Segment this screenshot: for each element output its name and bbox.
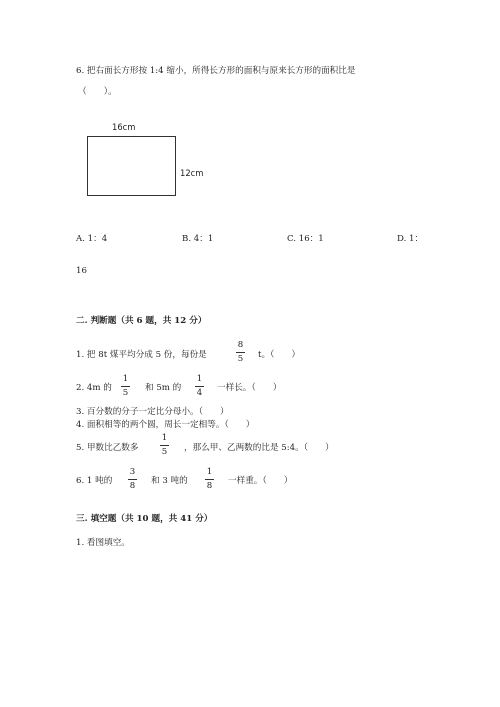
judge-item-2-tail: 一样长。（ ） bbox=[217, 383, 282, 393]
fraction-bar bbox=[128, 479, 137, 480]
q6-stem-line1: 6. 把右面长方形按 1:4 缩小，所得长方形的面积与原来长方形的面积比是 bbox=[76, 66, 356, 76]
q6-option-d: D. 1： bbox=[397, 234, 424, 244]
judge-item-5-tail: ，那么甲、乙两数的比是 5:4。（ ） bbox=[184, 443, 334, 453]
section3-heading: 三. 填空题（共 10 题，共 41 分） bbox=[76, 514, 213, 524]
fraction-bar bbox=[121, 386, 130, 387]
q6-option-a: A. 1：4 bbox=[76, 234, 108, 244]
fraction-denominator: 5 bbox=[122, 388, 129, 398]
fraction-numerator: 1 bbox=[196, 374, 203, 384]
judge-item-4: 4. 面积相等的两个圆，周长一定相等。（ ） bbox=[76, 420, 255, 430]
fraction-numerator: 1 bbox=[122, 374, 129, 384]
fraction-denominator: 5 bbox=[161, 447, 168, 457]
fraction-numerator: 3 bbox=[129, 467, 136, 477]
fraction-bar bbox=[205, 479, 214, 480]
judge-item-6-fraction-1 bbox=[128, 467, 137, 492]
judge-item-6-tail: 一样重。（ ） bbox=[228, 476, 293, 486]
fraction-denominator: 4 bbox=[196, 388, 203, 398]
section2-heading: 二. 判断题（共 6 题，共 12 分） bbox=[76, 316, 207, 326]
q6-option-b: B. 4：1 bbox=[182, 234, 214, 244]
judge-item-6-mid: 和 3 吨的 bbox=[151, 476, 188, 486]
judge-item-2-mid: 和 5m 的 bbox=[145, 383, 182, 393]
judge-item-6-fraction-2 bbox=[205, 467, 214, 492]
judge-item-2-fraction-1 bbox=[121, 374, 130, 399]
fraction-bar bbox=[195, 386, 204, 387]
fraction-numerator: 1 bbox=[161, 433, 168, 443]
judge-item-3: 3. 百分数的分子一定比分母小。（ ） bbox=[76, 407, 229, 417]
q6-option-c: C. 16：1 bbox=[287, 234, 324, 244]
fraction-bar bbox=[160, 445, 169, 446]
judge-item-1-fraction bbox=[236, 340, 245, 365]
rect-height-label: 12cm bbox=[180, 168, 204, 178]
judge-item-1-text: 1. 把 8t 煤平均分成 5 份，每份是 bbox=[76, 350, 207, 360]
fraction-denominator: 5 bbox=[237, 354, 244, 364]
judge-item-2-text: 2. 4m 的 bbox=[76, 383, 112, 393]
judge-item-5-text: 5. 甲数比乙数多 bbox=[76, 443, 139, 453]
rect-width-label: 16cm bbox=[112, 122, 136, 132]
judge-item-5-fraction bbox=[160, 433, 169, 458]
fraction-numerator: 8 bbox=[237, 340, 244, 350]
fraction-numerator: 1 bbox=[206, 467, 213, 477]
rectangle-shape bbox=[87, 136, 176, 196]
fraction-denominator: 8 bbox=[206, 481, 213, 491]
q6-stem-line2: （ ）。 bbox=[78, 87, 117, 97]
fraction-denominator: 8 bbox=[129, 481, 136, 491]
judge-item-2-fraction-2 bbox=[195, 374, 204, 399]
judge-item-1-tail: t。（ ） bbox=[258, 350, 301, 360]
q6-option-d-continued: 16 bbox=[76, 266, 87, 276]
judge-item-6-text: 6. 1 吨的 bbox=[76, 476, 113, 486]
fraction-bar bbox=[236, 352, 245, 353]
fill-item-1: 1. 看图填空。 bbox=[76, 538, 130, 548]
